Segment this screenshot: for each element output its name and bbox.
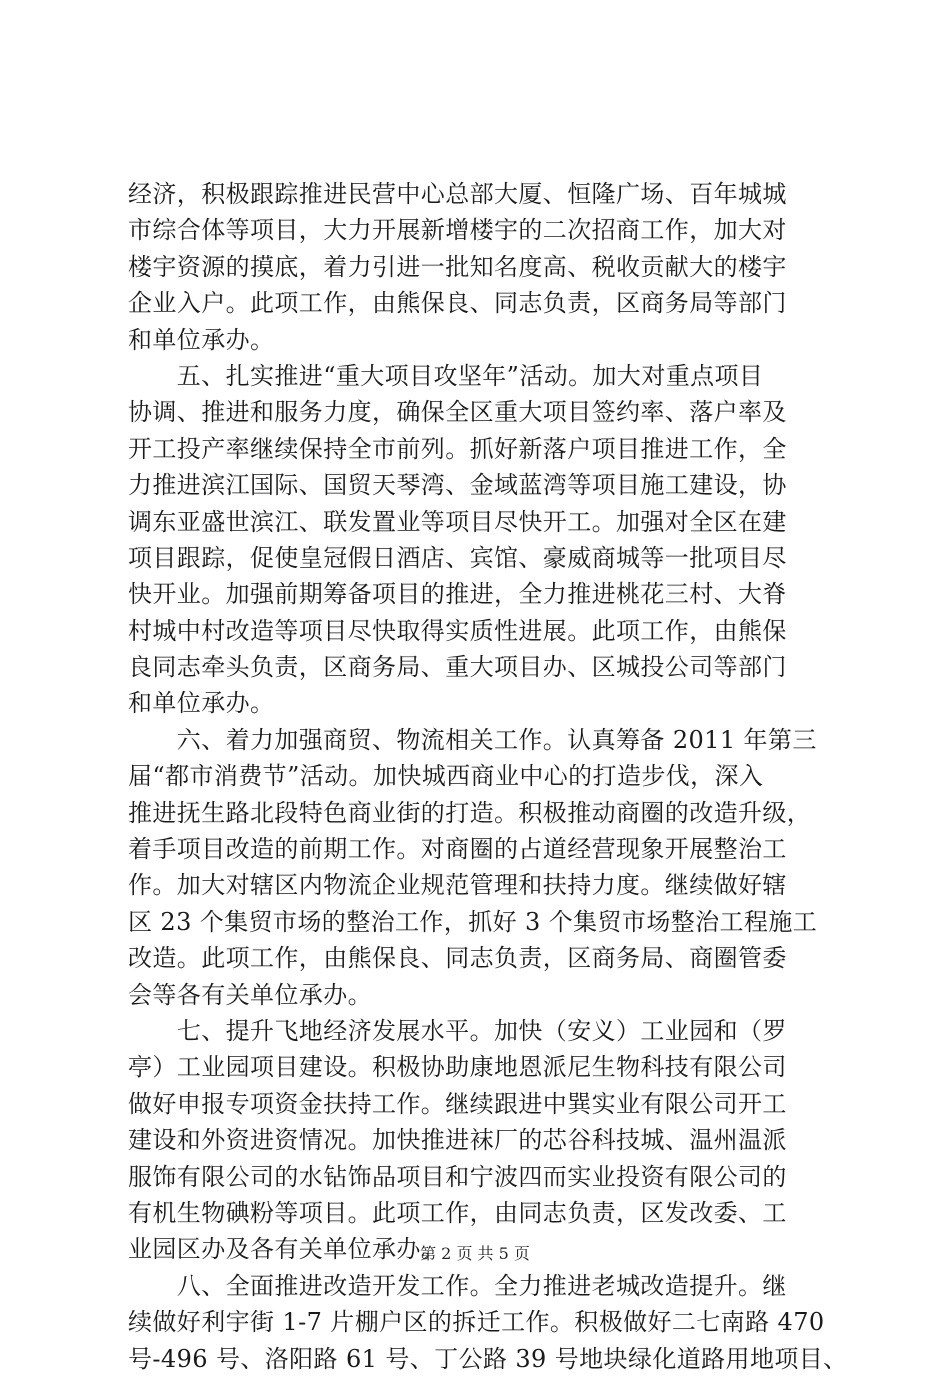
text-line: 企业入户。此项工作，由熊保良、同志负责，区商务局等部门 bbox=[128, 289, 787, 318]
text-line: 快开业。加强前期筹备项目的推进，全力推进桃花三村、大脊 bbox=[128, 580, 787, 609]
text-line: 届“都市消费节”活动。加快城西商业中心的打造步伐，深入 bbox=[128, 762, 764, 791]
text-line: 协调、推进和服务力度，确保全区重大项目签约率、落户率及 bbox=[128, 398, 787, 427]
text-line: 改造。此项工作，由熊保良、同志负责，区商务局、商圈管委 bbox=[128, 944, 787, 973]
text-line: 项目跟踪，促使皇冠假日酒店、宾馆、豪威商城等一批项目尽 bbox=[128, 543, 787, 572]
text-line: 推进抚生路北段特色商业街的打造。积极推动商圈的改造升级， bbox=[128, 798, 812, 827]
text-line: 做好申报专项资金扶持工作。继续跟进中巽实业有限公司开工 bbox=[128, 1089, 787, 1118]
text-line: 和单位承办。 bbox=[128, 325, 275, 354]
text-line: 七、提升飞地经济发展水平。加快（安义）工业园和（罗 bbox=[128, 1016, 787, 1045]
text-line: 会等各有关单位承办。 bbox=[128, 980, 372, 1009]
text-line: 开工投产率继续保持全市前列。抓好新落户项目推进工作，全 bbox=[128, 434, 787, 463]
text-line: 服饰有限公司的水钻饰品项目和宁波四而实业投资有限公司的 bbox=[128, 1162, 787, 1191]
text-line: 调东亚盛世滨江、联发置业等项目尽快开工。加强对全区在建 bbox=[128, 507, 787, 536]
text-line: 六、着力加强商贸、物流相关工作。认真筹备 2011 年第三 bbox=[128, 725, 817, 754]
text-line: 业园区办及各有关单位承办。 bbox=[128, 1235, 446, 1264]
text-line: 着手项目改造的前期工作。对商圈的占道经营现象开展整治工 bbox=[128, 835, 787, 864]
text-line: 作。加大对辖区内物流企业规范管理和扶持力度。继续做好辖 bbox=[128, 871, 787, 900]
text-line: 八、全面推进改造开发工作。全力推进老城改造提升。继 bbox=[128, 1271, 787, 1300]
page-footer: 第 2 页 共 5 页 bbox=[420, 1244, 530, 1263]
text-line: 和单位承办。 bbox=[128, 689, 275, 718]
text-line: 亭）工业园项目建设。积极协助康地恩派尼生物科技有限公司 bbox=[128, 1053, 787, 1082]
text-line: 建设和外资进资情况。加快推进袜厂的芯谷科技城、温州温派 bbox=[128, 1126, 787, 1155]
text-line: 经济，积极跟踪推进民营中心总部大厦、恒隆广场、百年城城 bbox=[128, 180, 787, 208]
text-line: 号-496 号、洛阳路 61 号、丁公路 39 号地块绿化道路用地项目、 bbox=[128, 1344, 848, 1373]
text-line: 良同志牵头负责，区商务局、重大项目办、区城投公司等部门 bbox=[128, 653, 787, 682]
text-line: 村城中村改造等项目尽快取得实质性进展。此项工作，由熊保 bbox=[128, 616, 787, 645]
text-line: 五、扎实推进“重大项目攻坚年”活动。加大对重点项目 bbox=[128, 361, 764, 390]
text-line: 有机生物碘粉等项目。此项工作，由同志负责，区发改委、工 bbox=[128, 1198, 787, 1227]
text-line: 区 23 个集贸市场的整治工作，抓好 3 个集贸市场整治工程施工 bbox=[128, 907, 818, 936]
text-line: 市综合体等项目，大力开展新增楼宇的二次招商工作，加大对 bbox=[128, 216, 787, 245]
document-body bbox=[128, 176, 848, 1377]
text-line: 楼宇资源的摸底，着力引进一批知名度高、税收贡献大的楼宇 bbox=[128, 252, 787, 281]
text-line: 续做好利宇街 1-7 片棚户区的拆迁工作。积极做好二七南路 470 bbox=[128, 1308, 825, 1337]
text-line: 力推进滨江国际、国贸天琴湾、金域蓝湾等项目施工建设，协 bbox=[128, 471, 787, 500]
